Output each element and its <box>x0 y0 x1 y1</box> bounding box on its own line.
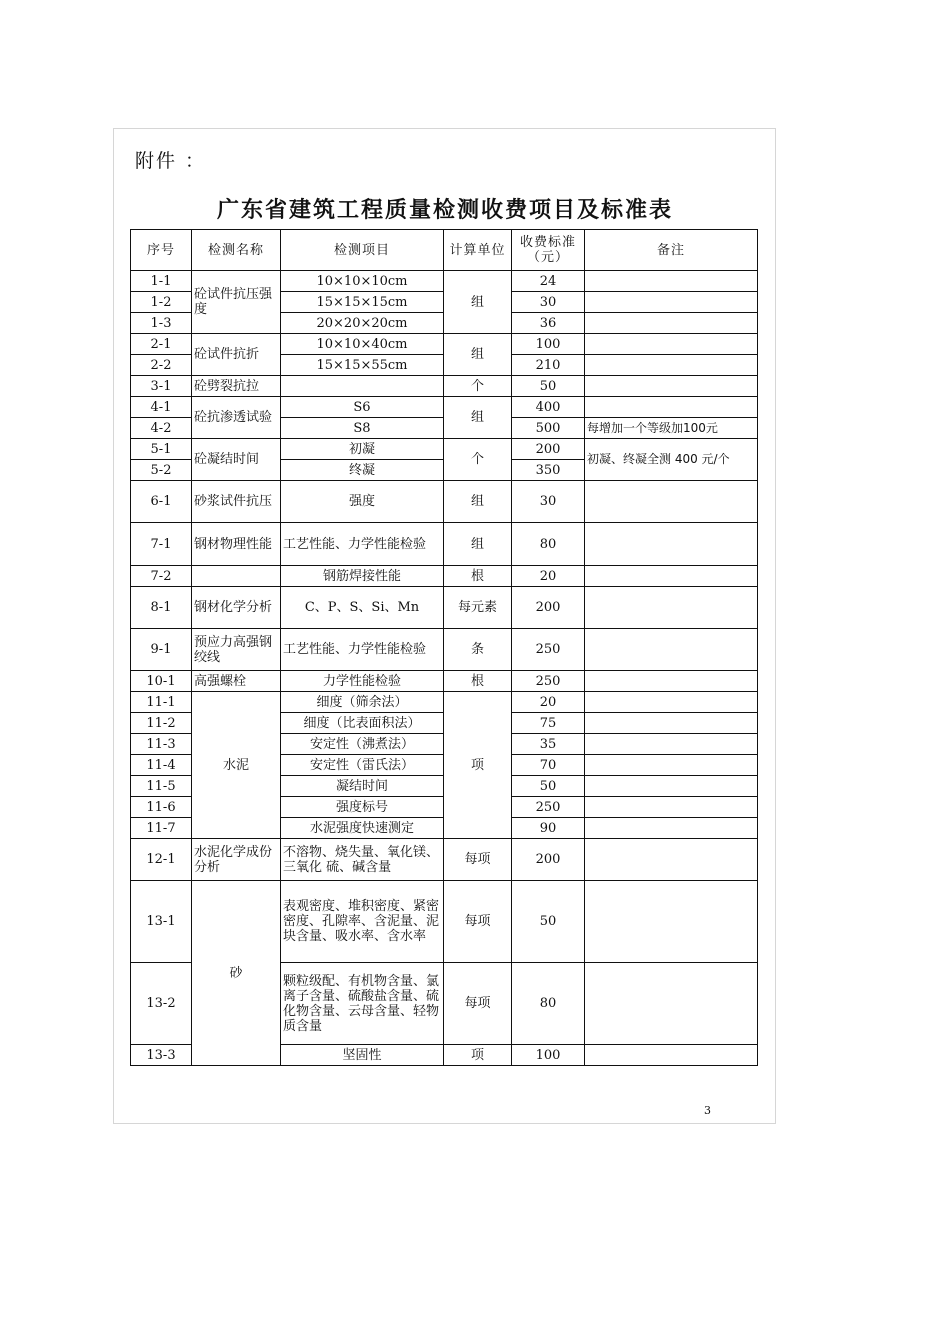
cell-unit: 条 <box>444 629 512 671</box>
cell-note <box>585 271 758 292</box>
header-name: 检测名称 <box>192 230 281 271</box>
cell-seq: 12-1 <box>131 839 192 881</box>
table-row <box>131 881 758 963</box>
page-number: 3 <box>704 1104 711 1117</box>
cell-seq: 11-6 <box>131 797 192 818</box>
cell-item: 初凝 <box>281 439 444 460</box>
cell-item: C、P、S、Si、Mn <box>281 587 444 629</box>
cell-unit: 每项 <box>444 839 512 881</box>
cell-note <box>585 355 758 376</box>
cell-fee: 50 <box>512 881 585 963</box>
cell-seq: 2-2 <box>131 355 192 376</box>
table-row <box>131 271 758 292</box>
table-row <box>131 523 758 566</box>
cell-item: 终凝 <box>281 460 444 481</box>
cell-item: 钢筋焊接性能 <box>281 566 444 587</box>
table-row <box>131 397 758 418</box>
cell-unit: 每项 <box>444 881 512 963</box>
table-row <box>131 439 758 460</box>
cell-note <box>585 692 758 713</box>
cell-fee: 250 <box>512 797 585 818</box>
cell-name: 钢材物理性能 <box>192 523 281 566</box>
cell-item: 凝结时间 <box>281 776 444 797</box>
cell-item: 15×15×55cm <box>281 355 444 376</box>
cell-fee: 20 <box>512 566 585 587</box>
table-row <box>131 334 758 355</box>
cell-name: 水泥化学成份分析 <box>192 839 281 881</box>
cell-unit: 个 <box>444 439 512 481</box>
cell-fee: 50 <box>512 376 585 397</box>
cell-item: 强度标号 <box>281 797 444 818</box>
cell-seq: 10-1 <box>131 671 192 692</box>
cell-item <box>281 376 444 397</box>
cell-note <box>585 523 758 566</box>
cell-seq: 2-1 <box>131 334 192 355</box>
cell-seq: 7-2 <box>131 566 192 587</box>
cell-unit: 组 <box>444 397 512 439</box>
table-row <box>131 566 758 587</box>
cell-name: 砼试件抗压强度 <box>192 271 281 334</box>
cell-unit: 根 <box>444 566 512 587</box>
cell-fee: 50 <box>512 776 585 797</box>
cell-fee: 70 <box>512 755 585 776</box>
cell-note <box>585 397 758 418</box>
cell-item: 10×10×40cm <box>281 334 444 355</box>
cell-fee: 36 <box>512 313 585 334</box>
cell-item: 工艺性能、力学性能检验 <box>281 523 444 566</box>
cell-seq: 3-1 <box>131 376 192 397</box>
cell-unit: 每元素 <box>444 587 512 629</box>
cell-item: S6 <box>281 397 444 418</box>
table-row <box>131 376 758 397</box>
cell-seq: 1-3 <box>131 313 192 334</box>
cell-note <box>585 629 758 671</box>
cell-name: 水泥 <box>192 692 281 839</box>
cell-note: 每增加一个等级加100元 <box>585 418 758 439</box>
cell-unit: 组 <box>444 334 512 376</box>
cell-name: 砼抗渗透试验 <box>192 397 281 439</box>
cell-fee: 24 <box>512 271 585 292</box>
cell-note <box>585 839 758 881</box>
cell-seq: 6-1 <box>131 481 192 523</box>
cell-note <box>585 334 758 355</box>
cell-unit: 根 <box>444 671 512 692</box>
cell-note <box>585 376 758 397</box>
cell-item: 力学性能检验 <box>281 671 444 692</box>
cell-seq: 5-2 <box>131 460 192 481</box>
cell-seq: 11-5 <box>131 776 192 797</box>
cell-fee: 250 <box>512 671 585 692</box>
cell-fee: 35 <box>512 734 585 755</box>
cell-seq: 7-1 <box>131 523 192 566</box>
cell-seq: 5-1 <box>131 439 192 460</box>
cell-note <box>585 292 758 313</box>
cell-name: 砂浆试件抗压 <box>192 481 281 523</box>
cell-note <box>585 818 758 839</box>
cell-note <box>585 755 758 776</box>
cell-fee: 200 <box>512 587 585 629</box>
cell-item: 强度 <box>281 481 444 523</box>
cell-item: 安定性（雷氏法） <box>281 755 444 776</box>
cell-fee: 80 <box>512 963 585 1045</box>
cell-name: 钢材化学分析 <box>192 587 281 629</box>
cell-fee: 20 <box>512 692 585 713</box>
cell-name: 砼试件抗折 <box>192 334 281 376</box>
cell-name: 砼劈裂抗拉 <box>192 376 281 397</box>
cell-item: S8 <box>281 418 444 439</box>
cell-fee: 210 <box>512 355 585 376</box>
cell-seq: 1-1 <box>131 271 192 292</box>
table-row <box>131 587 758 629</box>
cell-note <box>585 734 758 755</box>
cell-fee: 75 <box>512 713 585 734</box>
cell-note <box>585 1045 758 1066</box>
header-note: 备注 <box>585 230 758 271</box>
cell-seq: 1-2 <box>131 292 192 313</box>
cell-seq: 11-3 <box>131 734 192 755</box>
cell-note: 初凝、终凝全测 400 元/个 <box>585 439 758 481</box>
cell-item: 不溶物、烧失量、氧化镁、三氧化 硫、碱含量 <box>281 839 444 881</box>
cell-note <box>585 481 758 523</box>
cell-fee: 250 <box>512 629 585 671</box>
cell-item: 工艺性能、力学性能检验 <box>281 629 444 671</box>
cell-fee: 500 <box>512 418 585 439</box>
cell-unit: 每项 <box>444 963 512 1045</box>
cell-seq: 11-7 <box>131 818 192 839</box>
cell-fee: 90 <box>512 818 585 839</box>
attachment-label: 附件 ： <box>135 150 207 172</box>
cell-fee: 80 <box>512 523 585 566</box>
table-row <box>131 692 758 713</box>
cell-unit: 项 <box>444 1045 512 1066</box>
header-item: 检测项目 <box>281 230 444 271</box>
cell-unit: 组 <box>444 523 512 566</box>
cell-seq: 11-4 <box>131 755 192 776</box>
cell-seq: 8-1 <box>131 587 192 629</box>
cell-seq: 11-2 <box>131 713 192 734</box>
cell-note <box>585 713 758 734</box>
cell-note <box>585 566 758 587</box>
header-seq: 序号 <box>131 230 192 271</box>
cell-note <box>585 963 758 1045</box>
cell-name: 高强螺栓 <box>192 671 281 692</box>
cell-item: 水泥强度快速测定 <box>281 818 444 839</box>
cell-item: 颗粒级配、有机物含量、氯离子含量、硫酸盐含量、硫化物含量、云母含量、轻物质含量 <box>281 963 444 1045</box>
cell-item: 15×15×15cm <box>281 292 444 313</box>
table-row <box>131 481 758 523</box>
cell-seq: 11-1 <box>131 692 192 713</box>
cell-unit: 组 <box>444 271 512 334</box>
cell-fee: 200 <box>512 839 585 881</box>
cell-unit: 组 <box>444 481 512 523</box>
cell-fee: 200 <box>512 439 585 460</box>
cell-item: 表观密度、堆积密度、紧密密度、孔隙率、含泥量、泥块含量、吸水率、含水率 <box>281 881 444 963</box>
table-header-row <box>131 230 758 271</box>
cell-unit: 项 <box>444 692 512 839</box>
header-unit: 计算单位 <box>444 230 512 271</box>
cell-item: 坚固性 <box>281 1045 444 1066</box>
cell-seq: 13-2 <box>131 963 192 1045</box>
cell-fee: 30 <box>512 292 585 313</box>
cell-seq: 4-2 <box>131 418 192 439</box>
cell-seq: 4-1 <box>131 397 192 418</box>
table-row <box>131 629 758 671</box>
cell-note <box>585 313 758 334</box>
cell-note <box>585 587 758 629</box>
cell-seq: 13-1 <box>131 881 192 963</box>
cell-fee: 350 <box>512 460 585 481</box>
cell-note <box>585 797 758 818</box>
table-row <box>131 671 758 692</box>
cell-fee: 100 <box>512 1045 585 1066</box>
cell-item: 安定性（沸煮法） <box>281 734 444 755</box>
header-fee: 收费标准（元） <box>512 230 585 271</box>
cell-name: 砼凝结时间 <box>192 439 281 481</box>
cell-unit: 个 <box>444 376 512 397</box>
cell-note <box>585 671 758 692</box>
cell-note <box>585 776 758 797</box>
fee-table <box>130 229 758 1066</box>
cell-fee: 400 <box>512 397 585 418</box>
cell-seq: 13-3 <box>131 1045 192 1066</box>
cell-note <box>585 881 758 963</box>
cell-seq: 9-1 <box>131 629 192 671</box>
cell-fee: 30 <box>512 481 585 523</box>
cell-name: 预应力高强钢绞线 <box>192 629 281 671</box>
cell-name: 砂 <box>192 881 281 1066</box>
cell-name <box>192 566 281 587</box>
table-row <box>131 839 758 881</box>
cell-item: 细度（比表面积法） <box>281 713 444 734</box>
cell-item: 10×10×10cm <box>281 271 444 292</box>
page-title: 广东省建筑工程质量检测收费项目及标准表 <box>216 198 673 223</box>
cell-item: 细度（筛余法） <box>281 692 444 713</box>
cell-item: 20×20×20cm <box>281 313 444 334</box>
cell-fee: 100 <box>512 334 585 355</box>
